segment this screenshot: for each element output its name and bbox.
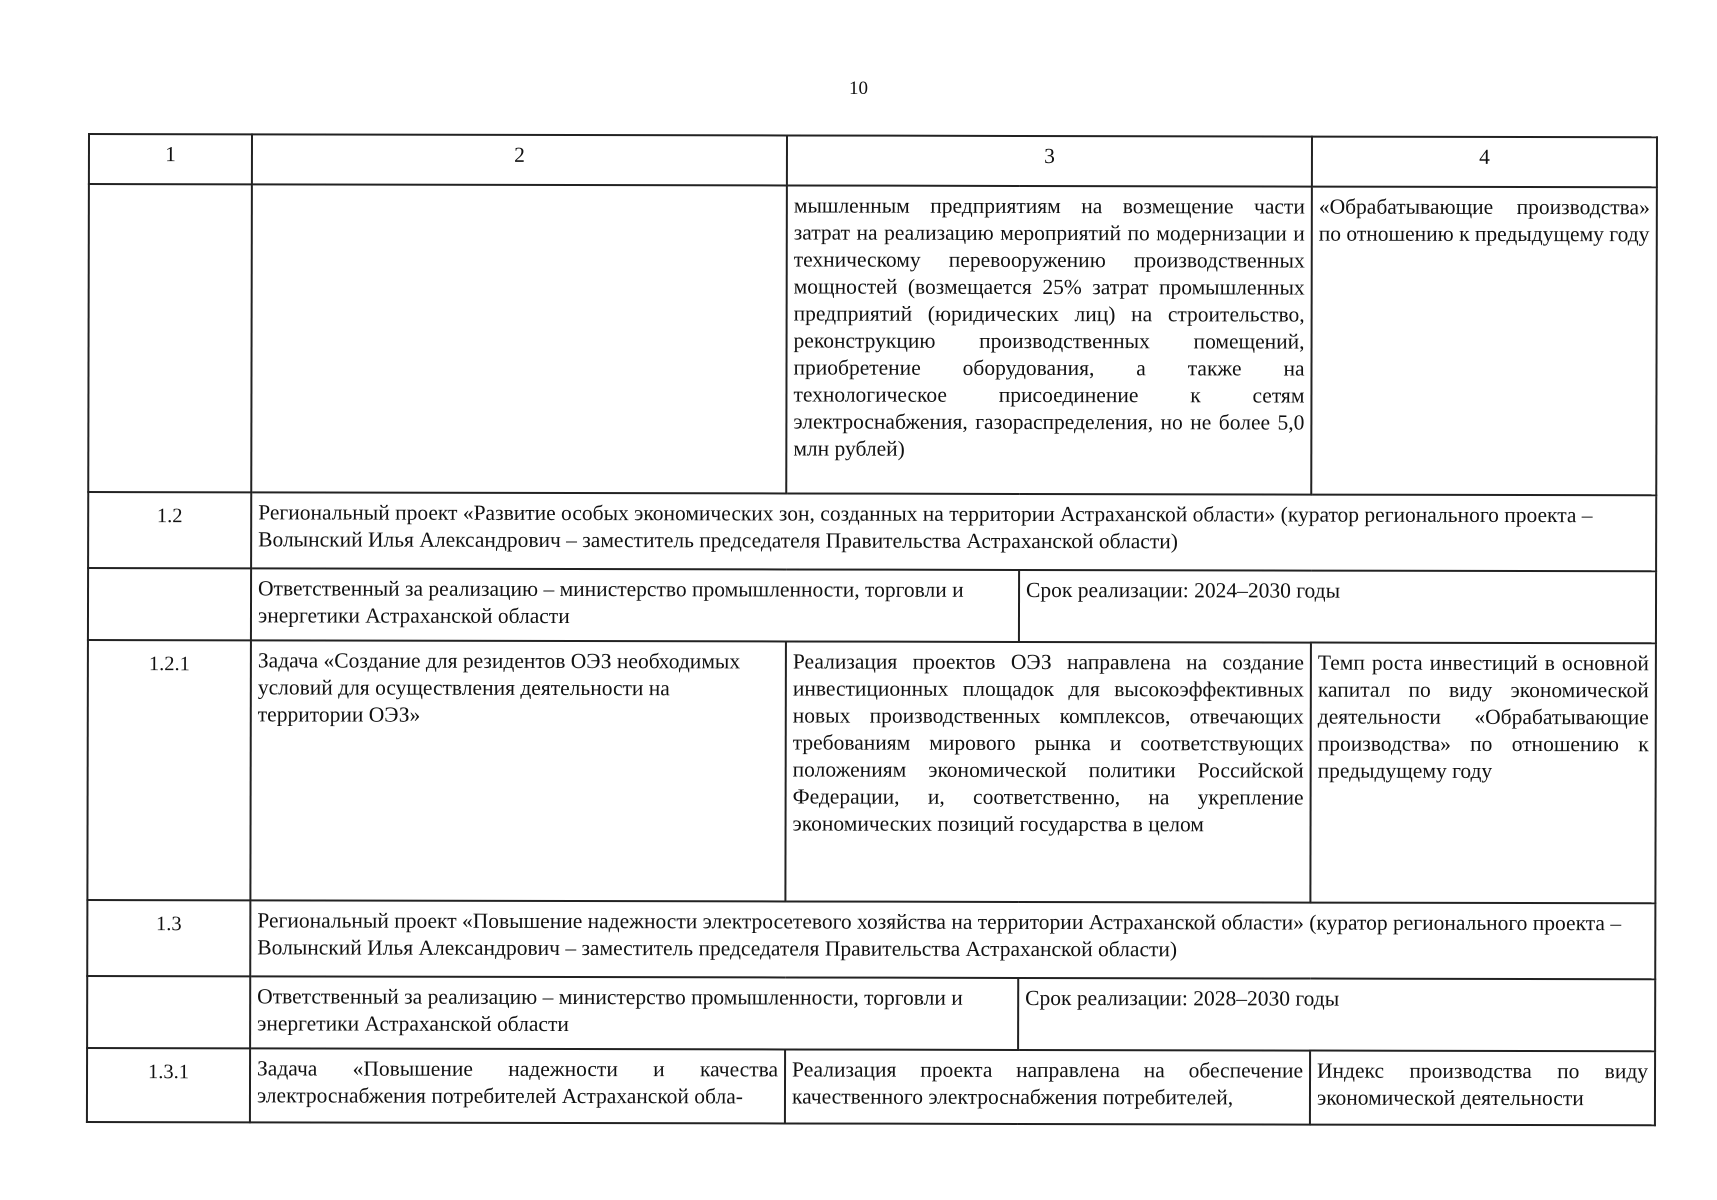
table-row-task-1-2-1	[87, 640, 1656, 903]
task-description: Реализация проектов ОЭЗ направлена на создание инвестиционных площадок для высокоэффективных новых производственных комплексов, отвечающих требованиям мирового рынка и соответствующих положениям экономической политики Российской Федерации, и, соответственно, на укрепление экономических позиций государства в целом	[785, 641, 1311, 902]
empty-cell	[88, 184, 252, 492]
table-row-continued	[88, 184, 1657, 495]
row-number: 1.2.1	[87, 640, 251, 900]
row-number: 1.2	[88, 492, 251, 568]
header-col-2: 2	[252, 134, 787, 185]
term-text: Срок реализации: 2024–2030 годы	[1019, 570, 1656, 643]
table-row-task-1-3-1	[87, 1048, 1655, 1125]
header-col-4: 4	[1312, 137, 1657, 188]
table-header-row	[89, 134, 1657, 187]
empty-cell	[251, 184, 787, 493]
empty-cell	[87, 976, 250, 1048]
task-text: Задача «Создание для резидентов ОЭЗ необходимых условий для осуществления деятельности на территории ОЭЗ»	[250, 640, 786, 901]
row-number: 1.3.1	[87, 1048, 250, 1122]
header-col-1: 1	[89, 134, 252, 184]
continued-indicator: «Обрабатывающие производства» по отношению к предыдущему году	[1311, 187, 1657, 496]
project-title: Региональный проект «Развитие особых экономических зон, созданных на территории Астраханской области» (куратор регионального проекта – Волынский Илья Александрович – заместитель председателя Правительства Астраханской области)	[251, 492, 1656, 571]
row-number: 1.3	[87, 900, 250, 976]
task-indicator: Индекс производства по виду экономической деятельности	[1310, 1051, 1655, 1126]
continued-description: мышленным предприятиям на возмещение части затрат на реализацию мероприятий по модернизации и техническому перевооружению производственных мощностей (возмещается 25% затрат промышленных предприятий (юридических лиц) на строительство, реконструкцию производственных помещений, приобретение оборудования, а также на технологическое присоединение к сетям электроснабжения, газораспределения, но не более 5,0 млн рублей)	[786, 185, 1312, 494]
table-row-project-1-2	[88, 492, 1656, 571]
table-row-responsible-1-2	[88, 568, 1656, 643]
page-number: 10	[849, 78, 868, 99]
task-indicator: Темп роста инвестиций в основной капитал по виду экономической деятельности «Обрабатывающие производства» по отношению к предыдущему году	[1310, 643, 1656, 904]
table-row-responsible-1-3	[87, 976, 1655, 1051]
table-row-project-1-3	[87, 900, 1655, 979]
responsible-text: Ответственный за реализацию – министерство промышленности, торговли и энергетики Астраханской области	[250, 976, 1018, 1050]
header-col-3: 3	[787, 135, 1312, 186]
empty-cell	[88, 568, 251, 640]
measures-table	[86, 133, 1658, 1126]
project-title: Региональный проект «Повышение надежности электросетевого хозяйства на территории Астраханской области» (куратор регионального проекта – Волынский Илья Александрович – заместитель председателя Правительства Астраханской области)	[250, 900, 1655, 979]
task-text: Задача «Повышение надежности и качества электроснабжения потребителей Астраханской обла-	[250, 1048, 785, 1123]
responsible-text: Ответственный за реализацию – министерство промышленности, торговли и энергетики Астраханской области	[251, 568, 1019, 642]
term-text: Срок реализации: 2028–2030 годы	[1018, 978, 1655, 1051]
task-description: Реализация проекта направлена на обеспечение качественного электроснабжения потребителей,	[785, 1049, 1310, 1124]
